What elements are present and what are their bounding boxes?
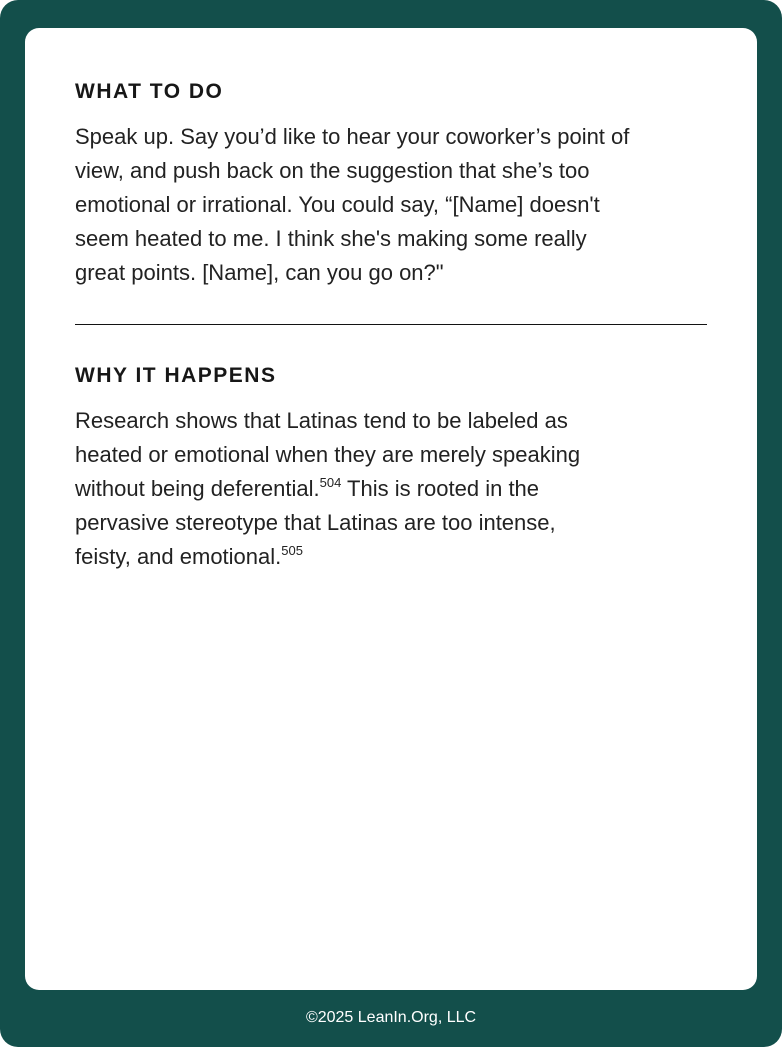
section-divider: [75, 324, 707, 325]
text-line: emotional or irrational. You could say, “[Name] doesn't: [75, 192, 600, 217]
text-line: feisty, and emotional.$^{505}$: [75, 542, 303, 569]
section-what-to-do: [75, 78, 707, 290]
copyright-text: ©2025 LeanIn.Org, LLC: [305, 1009, 477, 1026]
what-to-do-heading: WHAT TO DO: [75, 80, 224, 103]
text-line: Speak up. Say you’d like to hear your coworker’s point of: [75, 124, 630, 149]
section-why-it-happens: [75, 362, 707, 574]
text-line: Research shows that Latinas tend to be labeled as: [75, 408, 568, 433]
text-line: without being deferential.$^{504}$ This is rooted in the: [75, 474, 540, 501]
text-line: great points. [Name], can you go on?": [75, 260, 444, 285]
what-to-do-paragraph: [75, 120, 707, 290]
text-line: seem heated to me. I think she's making some really: [75, 226, 587, 251]
footnote-reference: 505: [281, 542, 303, 558]
text-line: heated or emotional when they are merely speaking: [75, 442, 581, 467]
why-it-happens-paragraph: [75, 404, 707, 574]
content-card: [25, 28, 757, 990]
why-it-happens-heading: WHY IT HAPPENS: [75, 364, 277, 387]
text-line: view, and push back on the suggestion that she’s too: [75, 158, 590, 183]
text-line: pervasive stereotype that Latinas are too intense,: [75, 510, 556, 535]
footnote-reference: 504: [319, 474, 342, 490]
